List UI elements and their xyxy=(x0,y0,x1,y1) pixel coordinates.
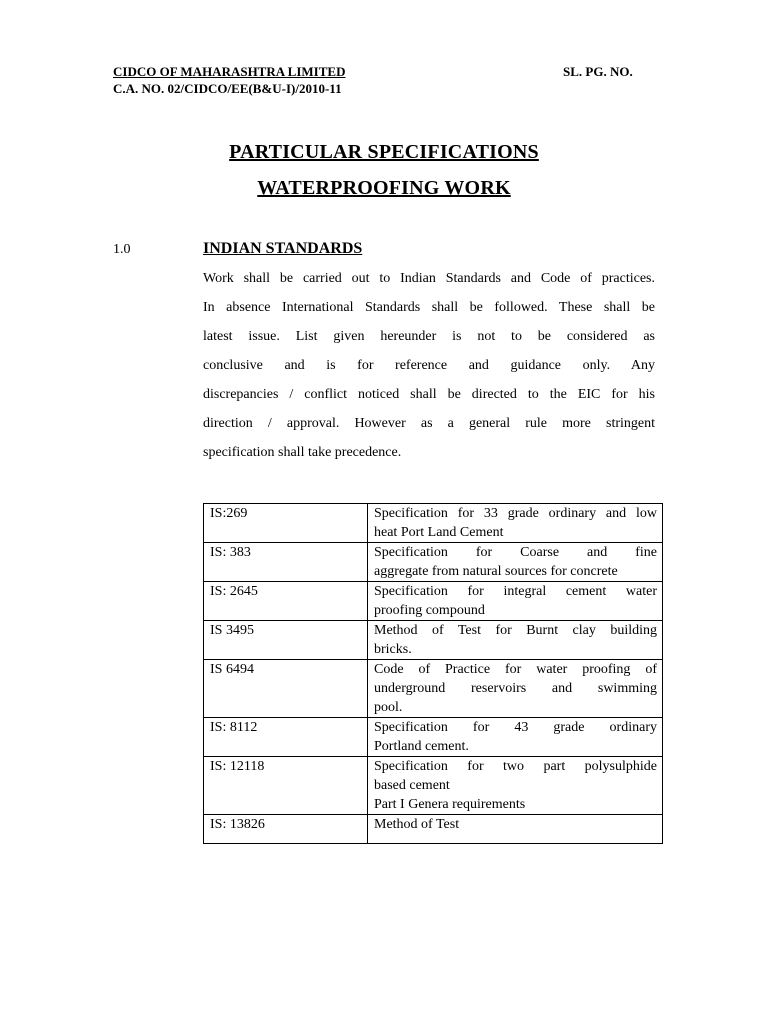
standard-code: IS: 383 xyxy=(204,543,368,582)
paragraph-line: In absence International Standards shall be followed. These shall be xyxy=(203,300,655,315)
section-number: 1.0 xyxy=(113,242,131,257)
section-heading: INDIAN STANDARDS xyxy=(203,240,363,257)
standard-code: IS: 2645 xyxy=(204,582,368,621)
description-line: Portland cement. xyxy=(374,739,469,754)
organization-name: CIDCO OF MAHARASHTRA LIMITED xyxy=(113,64,346,79)
standard-description xyxy=(368,621,663,660)
description-line: Method of Test xyxy=(374,817,460,832)
table-row xyxy=(204,621,663,660)
contract-number: C.A. NO. 02/CIDCO/EE(B&U-I)/2010-11 xyxy=(113,81,342,96)
standard-description xyxy=(368,543,663,582)
paragraph-line: direction / approval. However as a general rule more stringent xyxy=(203,416,655,431)
standards-table xyxy=(203,503,663,844)
standard-code: IS: 8112 xyxy=(204,718,368,757)
standard-code: IS:269 xyxy=(204,504,368,543)
description-line: Part I Genera requirements xyxy=(374,797,526,812)
table-row xyxy=(204,660,663,718)
table-row xyxy=(204,582,663,621)
description-line: bricks. xyxy=(374,642,412,657)
paragraph-line: latest issue. List given hereunder is not to be considered as xyxy=(203,329,655,344)
standard-description xyxy=(368,718,663,757)
description-line: aggregate from natural sources for concrete xyxy=(374,564,618,579)
paragraph-line: conclusive and is for reference and guidance only. Any xyxy=(203,358,655,373)
page-number-label: SL. PG. NO. xyxy=(563,64,633,79)
description-line: pool. xyxy=(374,700,403,715)
table-row xyxy=(204,718,663,757)
paragraph-line: specification shall take precedence. xyxy=(203,445,402,460)
section-paragraph xyxy=(203,264,655,467)
standard-description xyxy=(368,582,663,621)
paragraph-line: discrepancies / conflict noticed shall be directed to the EIC for his xyxy=(203,387,655,402)
table-row xyxy=(204,543,663,582)
document-title: PARTICULAR SPECIFICATIONS xyxy=(229,141,539,163)
description-line: underground reservoirs and swimming xyxy=(374,681,657,696)
description-line: Specification for 33 grade ordinary and low xyxy=(374,506,657,521)
table-row xyxy=(204,504,663,543)
standard-code: IS: 13826 xyxy=(204,815,368,844)
standard-description xyxy=(368,504,663,543)
standard-code: IS: 12118 xyxy=(204,757,368,815)
description-line: Specification for integral cement water xyxy=(374,584,657,599)
description-line: proofing compound xyxy=(374,603,485,618)
description-line: based cement xyxy=(374,778,450,793)
description-line: heat Port Land Cement xyxy=(374,525,504,540)
description-line: Specification for 43 grade ordinary xyxy=(374,720,657,735)
standard-description xyxy=(368,660,663,718)
standard-description xyxy=(368,815,663,844)
description-line: Code of Practice for water proofing of xyxy=(374,662,657,677)
table-row xyxy=(204,757,663,815)
table-row xyxy=(204,815,663,844)
description-line: Method of Test for Burnt clay building xyxy=(374,623,657,638)
standard-code: IS 3495 xyxy=(204,621,368,660)
paragraph-line: Work shall be carried out to Indian Standards and Code of practices. xyxy=(203,271,655,286)
document-subtitle: WATERPROOFING WORK xyxy=(257,177,511,199)
standard-description xyxy=(368,757,663,815)
standard-code: IS 6494 xyxy=(204,660,368,718)
description-line: Specification for Coarse and fine xyxy=(374,545,657,560)
description-line: Specification for two part polysulphide xyxy=(374,759,657,774)
